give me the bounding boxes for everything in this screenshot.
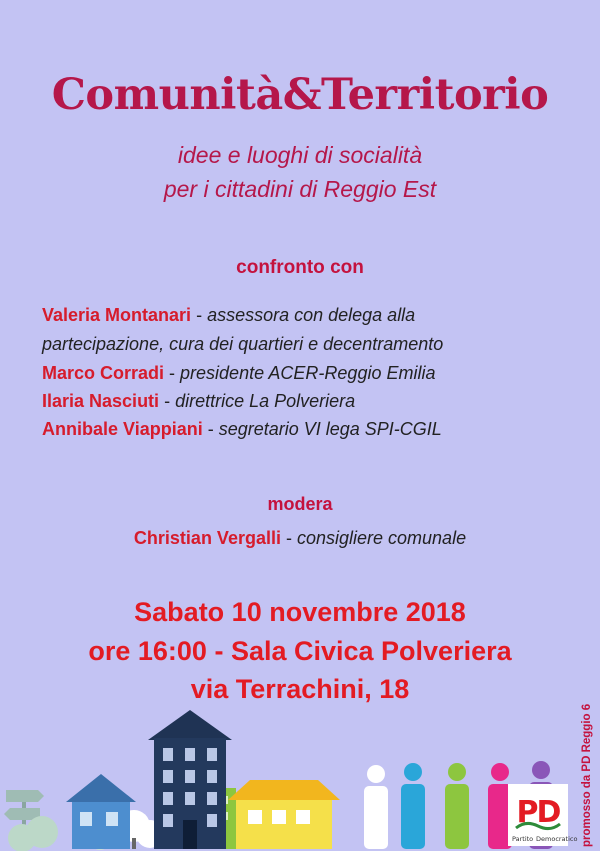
speaker-name: Ilaria Nasciuti — [42, 391, 160, 411]
event-date: Sabato 10 novembre 2018 — [134, 597, 466, 627]
promoted-by-text: promosso da PD Reggio 6 — [581, 703, 593, 847]
moderator-role: consigliere comunale — [296, 528, 467, 548]
moderator-line — [0, 528, 600, 549]
event-address: via Terrachini, 18 — [190, 674, 410, 704]
logo-text-left: Partito — [512, 835, 534, 843]
speaker-name: Marco Corradi — [42, 363, 165, 383]
apartment-tower-illustration — [148, 710, 232, 849]
speaker-line — [42, 419, 442, 440]
confronto-heading: confronto con — [236, 257, 364, 278]
page-title: Comunità&Territorio — [51, 70, 549, 120]
speaker-role-continued: partecipazione, cura dei quartieri e decentramento — [42, 334, 444, 354]
separator: - — [202, 419, 219, 439]
separator: - — [280, 528, 297, 548]
logo-text-right: Democratico — [536, 835, 578, 843]
separator: - — [159, 391, 176, 411]
speaker-name: Valeria Montanari — [42, 305, 192, 325]
speaker-role: segretario VI lega SPI-CGIL — [218, 419, 442, 439]
modera-heading: modera — [267, 494, 333, 514]
subtitle-line-1: idee e luoghi di socialità — [177, 142, 423, 168]
yellow-house-illustration — [228, 780, 340, 849]
speaker-name: Annibale Viappiani — [42, 419, 203, 439]
blue-house-illustration — [66, 774, 136, 849]
speaker-role: presidente ACER-Reggio Emilia — [180, 363, 436, 383]
speaker-role: assessora con delega alla — [207, 305, 416, 325]
separator: - — [191, 305, 208, 325]
speaker-line — [42, 363, 435, 384]
separator: - — [164, 363, 181, 383]
promoted-by-vertical — [574, 690, 596, 849]
speaker-line — [42, 391, 355, 412]
speaker-line — [42, 305, 415, 326]
event-time-place: ore 16:00 - Sala Civica Polveriera — [88, 636, 512, 666]
logo-mark: PD — [516, 795, 560, 830]
subtitle-line-2: per i cittadini di Reggio Est — [163, 176, 437, 202]
pd-logo — [508, 784, 578, 846]
moderator-name: Christian Vergalli — [133, 528, 281, 548]
speaker-role: direttrice La Polveriera — [175, 391, 356, 411]
